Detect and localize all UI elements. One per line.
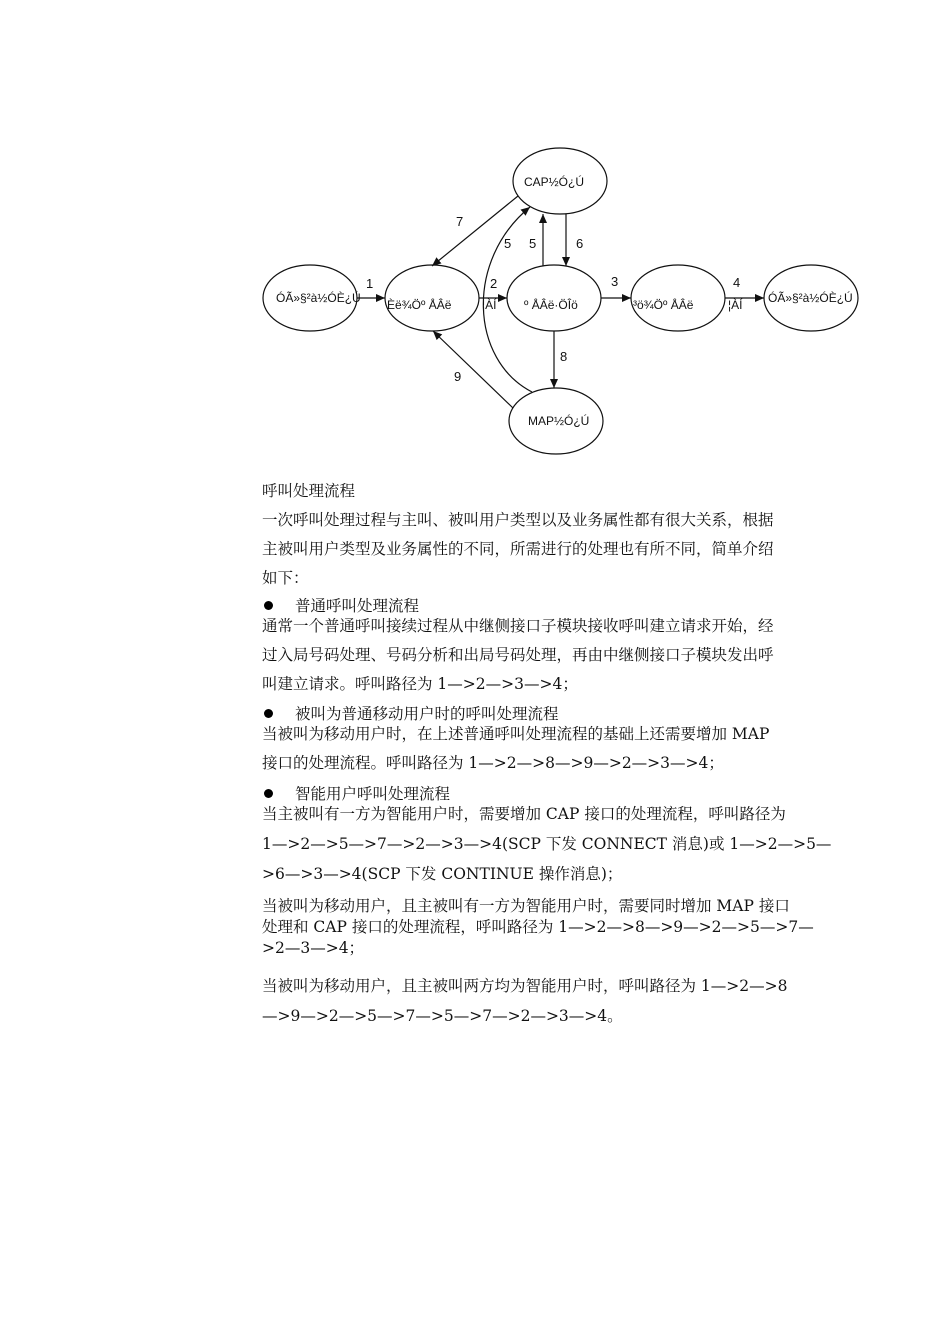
edge-7 <box>432 196 518 266</box>
node-incoming-number-label: Èë¾Öº ÅÂë <box>387 298 452 312</box>
normal-call-line-3: 叫建立请求。呼叫路径为 1—>2—>3—>4； <box>262 675 578 693</box>
intro-line-2: 主被叫用户类型及业务属性的不同，所需进行的处理也有所不同，简单介绍 <box>262 540 774 558</box>
bullet-mobile-callee-title: 被叫为普通移动用户时的呼叫处理流程 <box>295 705 559 723</box>
intelligent-line-2: 1—>2—>5—>7—>2—>3—>4(SCP 下发 CONNECT 消息)或 1—>2—>5— <box>262 835 832 853</box>
bullet-dot <box>264 601 273 610</box>
bullet-intelligent-user-title: 智能用户呼叫处理流程 <box>295 785 451 803</box>
intelligent-line-1: 当主被叫有一方为智能用户时，需要增加 CAP 接口的处理流程，呼叫路径为 <box>262 805 786 823</box>
node-cap-label: CAP½Ó¿Ú <box>524 175 585 189</box>
intro-line-1: 一次呼叫处理过程与主叫、被叫用户类型以及业务属性都有很大关系，根据 <box>262 511 774 529</box>
node-left-trunk-label: ÓÃ»§²à½ÓÈ¿Ú <box>276 291 361 305</box>
fragment-label-a: ¦ÀÍ <box>482 298 497 312</box>
edge-6-label: 6 <box>576 236 584 251</box>
mobile-callee-line-1: 当被叫为移动用户时，在上述普通呼叫处理流程的基础上还需要增加 MAP <box>262 725 770 743</box>
edge-4-label: 4 <box>733 275 741 290</box>
node-outgoing-number-label: ³ö¾Öº ÅÂë <box>633 298 694 312</box>
edge-5-curve-label: 5 <box>504 236 512 251</box>
intro-line-3: 如下： <box>262 569 309 587</box>
edge-2-label: 2 <box>490 276 498 291</box>
edge-3-label: 3 <box>611 274 619 289</box>
normal-call-line-2: 过入局号码处理、号码分析和出局号码处理，再由中继侧接口子模块发出呼 <box>262 646 774 664</box>
both-intelligent-line-1: 当被叫为移动用户，且主被叫两方均为智能用户时，呼叫路径为 1—>2—>8 <box>262 977 788 995</box>
fragment-label-b: ¦ÀÍ <box>728 298 743 312</box>
call-flow-diagram <box>0 0 950 470</box>
mobile-intelligent-line-2: 处理和 CAP 接口的处理流程，呼叫路径为 1—>2—>8—>9—>2—>5—>7— <box>262 918 814 936</box>
edge-1-label: 1 <box>366 276 374 291</box>
normal-call-line-1: 通常一个普通呼叫接续过程从中继侧接口子模块接收呼叫建立请求开始，经 <box>262 617 774 635</box>
bullet-dot <box>264 709 273 718</box>
edge-9-label: 9 <box>454 369 462 384</box>
figure-caption: 呼叫处理流程 <box>262 482 356 500</box>
node-number-analysis-label: º ÅÂë·ÖÎö <box>524 298 578 312</box>
mobile-intelligent-line-1: 当被叫为移动用户，且主被叫有一方为智能用户时，需要同时增加 MAP 接口 <box>262 897 790 915</box>
node-right-trunk-label: ÓÃ»§²à½ÓÈ¿Ú <box>768 291 853 305</box>
bullet-dot <box>264 789 273 798</box>
bullet-normal-call-title: 普通呼叫处理流程 <box>295 597 420 615</box>
mobile-intelligent-line-3: >2—3—>4； <box>262 939 365 957</box>
both-intelligent-line-2: —>9—>2—>5—>7—>5—>7—>2—>3—>4。 <box>262 1007 623 1025</box>
mobile-callee-line-2: 接口的处理流程。呼叫路径为 1—>2—>8—>9—>2—>3—>4； <box>262 754 724 772</box>
edge-7-label: 7 <box>456 214 464 229</box>
edge-9 <box>433 331 513 408</box>
edge-5-straight-label: 5 <box>529 236 537 251</box>
edge-8-label: 8 <box>560 349 568 364</box>
node-map-label: MAP½Ó¿Ú <box>528 414 590 428</box>
intelligent-line-3: >6—>3—>4(SCP 下发 CONTINUE 操作消息)； <box>262 865 623 883</box>
